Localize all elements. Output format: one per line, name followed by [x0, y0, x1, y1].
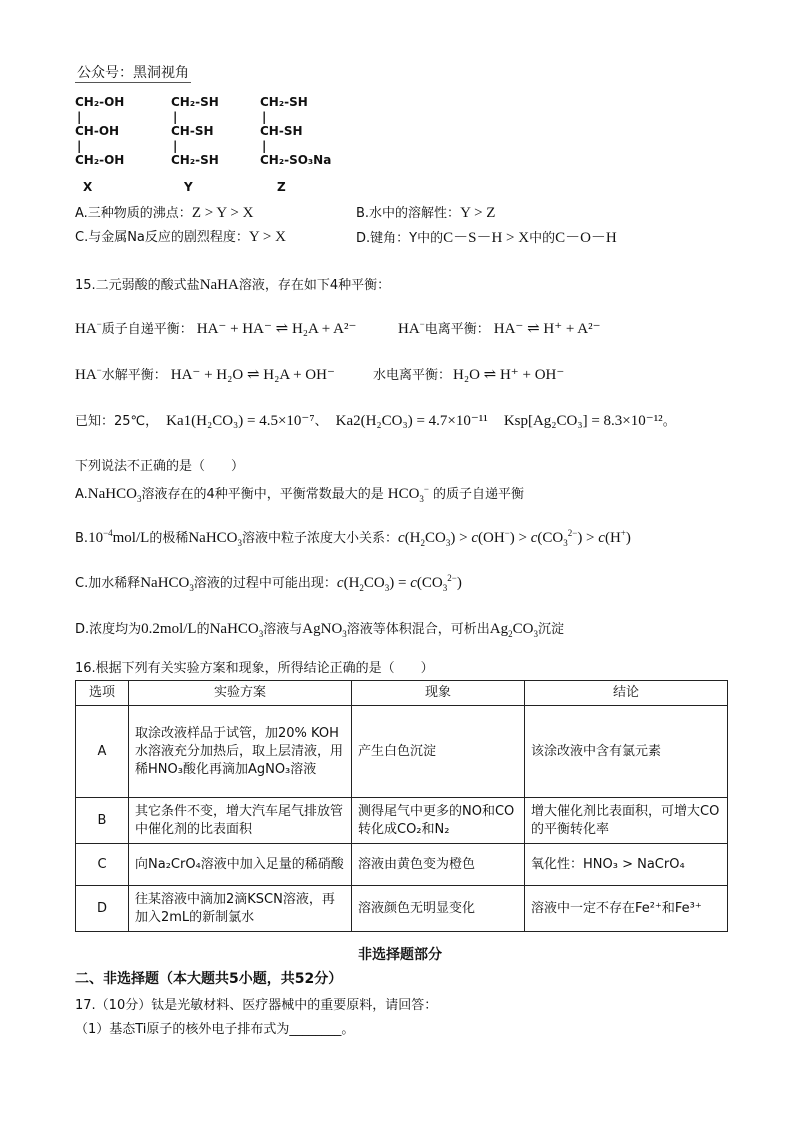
experiment-table	[75, 680, 728, 932]
watermark-header: 公众号：黑洞视角	[75, 62, 191, 83]
q15-option-a: A.NaHCO$_3$溶液存在的4种平衡中，平衡常数最大的是 $HCO_3^-$ 的质子自递平衡	[75, 484, 525, 504]
part-two-heading: 二、非选择题（本大题共5小题，共52分）	[75, 971, 343, 987]
table-row: D 往某溶液中滴加2滴KSCN溶液，再加入2mL的新制氯水 溶液颜色无明显变化 溶液中一定不存在Fe²⁺和Fe³⁺	[76, 886, 728, 932]
q14-option-c: C.与金属Na反应的剧烈程度：Y > X	[75, 229, 286, 245]
q15-question: 下列说法不正确的是（ ）	[75, 459, 245, 474]
q14-option-b: B.水中的溶解性：Y > Z	[356, 205, 496, 221]
table-row: C 向Na₂CrO₄溶液中加入足量的稀硝酸 溶液由黄色变为橙色 氧化性：HNO₃ > NaCrO₄	[76, 844, 728, 886]
q17-stem: 17.（10分）钛是光敏材料、医疗器械中的重要原料，请回答：	[75, 998, 438, 1013]
header-option: 选项	[76, 681, 129, 706]
emphasis-text: 不正确	[127, 459, 167, 474]
q15-known-constants: 已知：25℃， Ka1(H₂CO₃) = 4.5×10⁻⁷、 Ka2(H₂CO₃) = 4.7×10⁻¹¹ Ksp[Ag₂CO₃] = 8.3×10⁻¹²。	[75, 413, 676, 429]
q15-stem: 15.二元弱酸的酸式盐NaHA溶液，存在如下4种平衡：	[75, 277, 391, 293]
table-header-row	[76, 681, 728, 706]
structure-label-y: Y	[184, 180, 193, 194]
q16-stem: 16.根据下列有关实验方案和现象，所得结论正确的是（ ）	[75, 661, 434, 676]
q15-eq-ionization: HA−电离平衡： HA⁻ ⇌ H⁺ + A²⁻	[398, 319, 601, 337]
header-conclusion: 结论	[525, 681, 728, 706]
q15-eq-self-proton: HA−质子自递平衡： HA⁻ + HA⁻ ⇌ H₂A + A²⁻	[75, 319, 357, 337]
structure-label-z: Z	[277, 180, 286, 194]
q15-eq-water: 水电离平衡： H₂O ⇌ H⁺ + OH⁻	[373, 367, 565, 383]
section-title: 非选择题部分	[358, 947, 442, 963]
q17-subquestion-1: （1）基态Ti原子的核外电子排布式为________。	[75, 1022, 355, 1037]
header-phenomenon: 现象	[352, 681, 525, 706]
q14-option-d: D.键角：Y中的C－S－H > X中的C－O－H	[356, 230, 617, 246]
q15-option-d: D.浓度均为0.2mol/L的NaHCO$_3$溶液与AgNO$_3$溶液等体积混合，可析出$Ag_2CO_3$沉淀	[75, 621, 564, 639]
q14-option-a: A.三种物质的沸点：Z > Y > X	[75, 205, 254, 221]
q15-option-c: C.加水稀释NaHCO$_3$溶液的过程中可能出现：$c(H_2CO_3) = c(CO_3^{2-})$	[75, 573, 462, 593]
structure-label-x: X	[83, 180, 93, 194]
q15-option-b: $B.10^{-4}mol/L$的极稀NaHCO$_3$溶液中粒子浓度大小关系：$c(H_2CO_3) > c(OH^-) > c(CO_3^{2-}) > c(H^+)$	[75, 528, 631, 548]
header-plan: 实验方案	[129, 681, 352, 706]
table-row: B 其它条件不变，增大汽车尾气排放管中催化剂的比表面积 测得尾气中更多的NO和CO转化成CO₂和N₂ 增大催化剂比表面积，可增大CO的平衡转化率	[76, 798, 728, 844]
q15-eq-hydrolysis: HA−水解平衡： HA⁻ + H₂O ⇌ H₂A + OH⁻	[75, 365, 335, 383]
table-row: A 取涂改液样品于试管，加20% KOH水溶液充分加热后，取上层清液，用稀HNO₃酸化再滴加AgNO₃溶液 产生白色沉淀 该涂改液中含有氯元素	[76, 706, 728, 798]
